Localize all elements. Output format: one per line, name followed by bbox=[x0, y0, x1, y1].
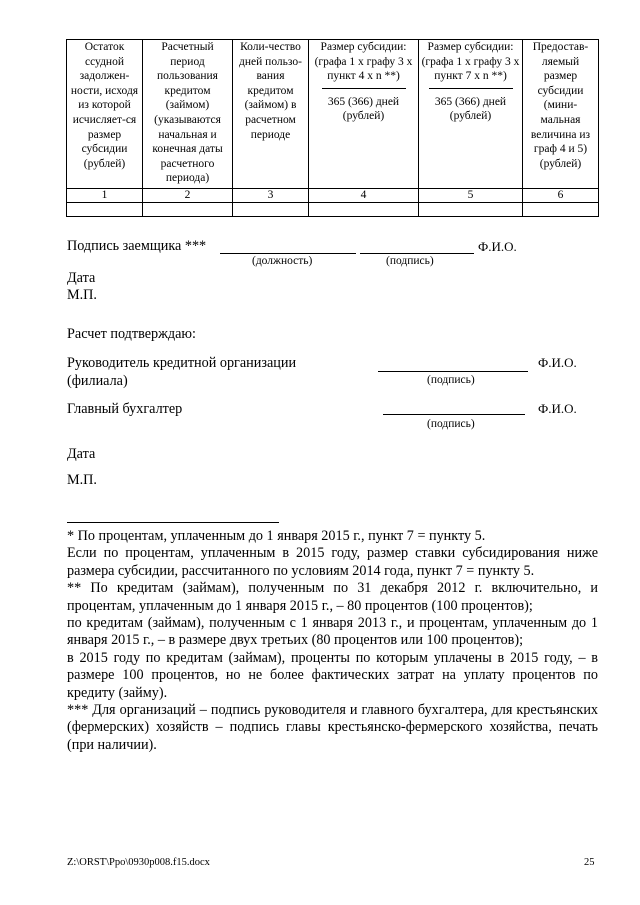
column-number-row bbox=[67, 189, 599, 203]
column-number: 1 bbox=[67, 189, 143, 203]
table-empty-row bbox=[67, 203, 599, 217]
position-caption: (должность) bbox=[252, 255, 313, 267]
chief-accountant-label: Главный бухгалтер bbox=[67, 401, 183, 417]
column-number: 4 bbox=[309, 189, 419, 203]
footnotes bbox=[67, 528, 598, 754]
fraction-line bbox=[322, 88, 406, 89]
head-signature-caption: (подпись) bbox=[427, 374, 475, 386]
table-cell bbox=[67, 203, 143, 217]
footnote: * По процентам, уплаченным до 1 января 2015 г., пункт 7 = пункту 5. bbox=[67, 528, 486, 544]
table-header-cell bbox=[309, 40, 419, 189]
position-line bbox=[220, 253, 356, 254]
footnote: Если по процентам, уплаченным в 2015 году, размер ставки субсидирования ниже размера субсидии, рассчитанного по условиям 2014 года, пункт 7 = пункту 5. bbox=[67, 545, 598, 579]
table-cell bbox=[309, 203, 419, 217]
table-cell bbox=[233, 203, 309, 217]
borrower-signature-label: Подпись заемщика *** bbox=[67, 238, 207, 254]
table-header-cell bbox=[419, 40, 523, 189]
table-header-cell: Предостав-ляемый размер субсидии (мини-мальная величина из граф 4 и 5) (рублей) bbox=[523, 40, 599, 189]
table-cell bbox=[419, 203, 523, 217]
fraction-denominator: 365 (366) дней (рублей) bbox=[434, 95, 507, 123]
accountant-signature-caption: (подпись) bbox=[427, 418, 475, 430]
table-header-row bbox=[67, 40, 599, 189]
fraction-numerator: Размер субсидии: (графа 1 х графу 3 х пункт 4 х n **) bbox=[314, 41, 413, 83]
accountant-fio: Ф.И.О. bbox=[538, 401, 577, 416]
column-number: 3 bbox=[233, 189, 309, 203]
column-number: 2 bbox=[143, 189, 233, 203]
head-label-branch: (филиала) bbox=[67, 373, 128, 389]
head-label: Руководитель кредитной организации bbox=[67, 355, 297, 371]
seal-label-2: М.П. bbox=[67, 472, 97, 488]
subsidy-calculation-table bbox=[66, 39, 599, 217]
fraction-numerator: Размер субсидии: (графа 1 х графу 3 х пункт 7 х n **) bbox=[421, 41, 520, 83]
footnote: ** По кредитам (займам), полученным по 31 декабря 2012 г. включительно, и процентам, уплаченным до 1 января 2015 г., – 80 процентов (100 процентов); bbox=[67, 580, 598, 614]
table-header-cell: Остаток ссудной задолжен-ности, исходя из которой исчисляет-ся размер субсидии (рублей) bbox=[67, 40, 143, 189]
footnote: в 2015 году по кредитам (займам), проценты по которым уплачены в 2015 году, – в размере 100 процентов, но не более фактических затрат на уплату процентов по кредиту (займу). bbox=[67, 649, 598, 701]
head-signature-line bbox=[378, 371, 528, 372]
signature-caption: (подпись) bbox=[386, 255, 434, 267]
fraction-line bbox=[429, 88, 513, 89]
table-header-cell: Расчетный период пользования кредитом (займом) (указываются начальная и конечная даты расчетного периода) bbox=[143, 40, 233, 189]
column-number: 6 bbox=[523, 189, 599, 203]
seal-label: М.П. bbox=[67, 287, 97, 303]
footnote: *** Для организаций – подпись руководителя и главного бухгалтера, для крестьянских (фермерских) хозяйств – подпись главы крестьянско-фермерского хозяйства, печать (при наличии). bbox=[67, 702, 598, 753]
head-fio: Ф.И.О. bbox=[538, 355, 577, 370]
accountant-signature-line bbox=[383, 414, 525, 415]
table-cell bbox=[523, 203, 599, 217]
borrower-fio: Ф.И.О. bbox=[478, 239, 517, 254]
table-header-cell: Коли-чество дней пользо-вания кредитом (займом) в расчетном периоде bbox=[233, 40, 309, 189]
footnote: по кредитам (займам), полученным с 1 января 2013 г., и процентам, уплаченным до 1 января 2015 г., – в размере двух третьих (80 процентов или 100 процентов); bbox=[67, 615, 598, 649]
column-number: 5 bbox=[419, 189, 523, 203]
footer-file-path: Z:\ORST\Ppo\0930p008.f15.docx bbox=[67, 857, 210, 868]
date-label-2: Дата bbox=[67, 446, 96, 462]
page-number: 25 bbox=[584, 857, 595, 868]
table-cell bbox=[143, 203, 233, 217]
date-label: Дата bbox=[67, 270, 96, 286]
confirm-label: Расчет подтверждаю: bbox=[67, 326, 196, 342]
footnote-separator bbox=[67, 522, 279, 523]
fraction-denominator: 365 (366) дней (рублей) bbox=[327, 95, 400, 123]
signature-line bbox=[360, 253, 474, 254]
